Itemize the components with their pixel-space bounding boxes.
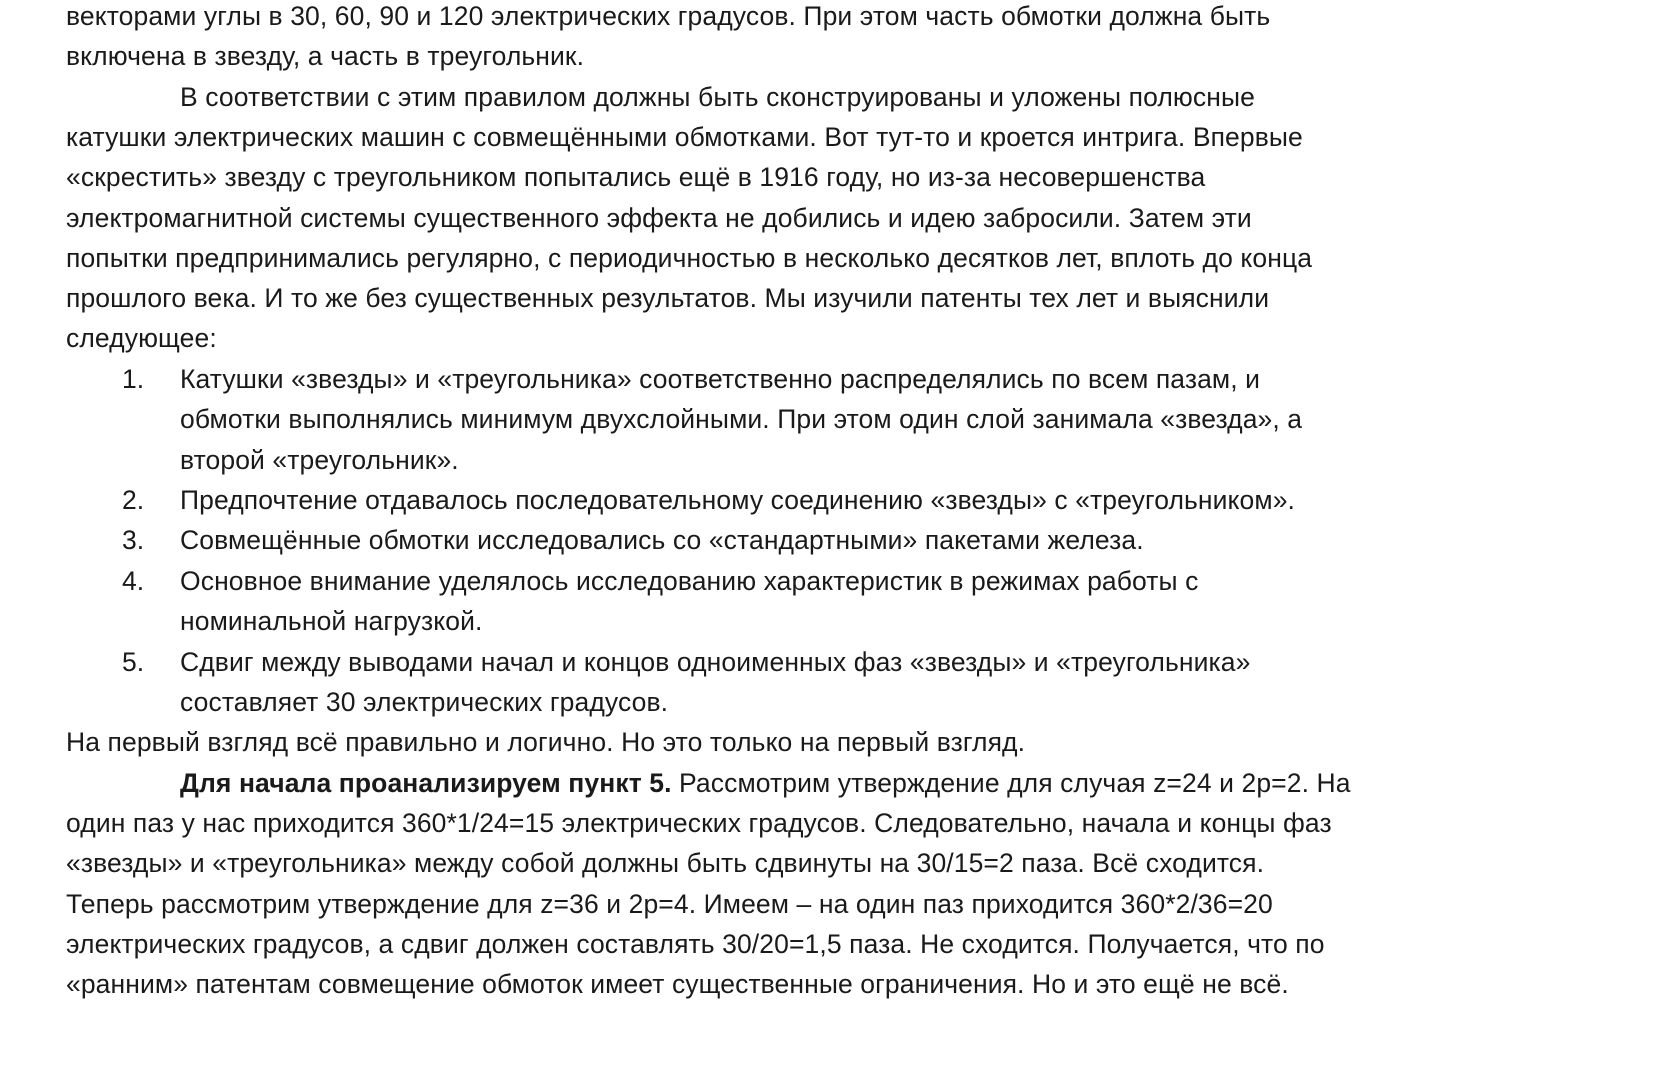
text-line: электрических градусов, а сдвиг должен составлять 30/20=1,5 паза. Не сходится. Получается, что по: [66, 929, 1325, 959]
text-line: «ранним» патентам совмещение обмоток имеет существенные ограничения. Но и это ещё не всё.: [66, 969, 1289, 999]
list-item-text: составляет 30 электрических градусов.: [180, 687, 669, 717]
bold-lead: Для начала проанализируем пункт 5.: [180, 768, 672, 798]
paragraph-first-line: [180, 763, 1351, 803]
text-line: попытки предпринимались регулярно, с периодичностью в несколько десятков лет, вплоть до конца: [66, 243, 1313, 273]
text-line: катушки электрических машин с совмещёнными обмотками. Вот тут-то и кроется интрига. Впервые: [66, 122, 1303, 152]
list-item-number: 5.: [122, 647, 145, 677]
text-line: «звезды» и «треугольника» между собой должны быть сдвинуты на 30/15=2 паза. Всё сходится.: [66, 848, 1265, 878]
list-item-text: Предпочтение отдавалось последовательному соединению «звезды» с «треугольником».: [180, 485, 1296, 515]
list-item-text: Основное внимание уделялось исследованию характеристик в режимах работы с: [180, 566, 1199, 596]
list-item-text: второй «треугольник».: [180, 445, 459, 475]
paragraph-first-line: В соответствии с этим правилом должны быть сконструированы и уложены полюсные: [180, 82, 1255, 112]
list-item-number: 3.: [122, 525, 145, 555]
list-item-text: Сдвиг между выводами начал и концов одноименных фаз «звезды» и «треугольника»: [180, 647, 1251, 677]
list-item-text: Совмещённые обмотки исследовались со «стандартными» пакетами железа.: [180, 525, 1144, 555]
list-item-text: обмотки выполнялись минимум двухслойными. При этом один слой занимала «звезда», а: [180, 404, 1303, 434]
text-line: один паз у нас приходится 360*1/24=15 электрических градусов. Следовательно, начала и концы фаз: [66, 808, 1332, 838]
text-line: векторами углы в 30, 60, 90 и 120 электрических градусов. При этом часть обмотки должна быть: [66, 1, 1271, 31]
list-item-number: 1.: [122, 364, 145, 394]
text-line: На первый взгляд всё правильно и логично. Но это только на первый взгляд.: [66, 727, 1026, 757]
list-item-text: Катушки «звезды» и «треугольника» соответственно распределялись по всем пазам, и: [180, 364, 1261, 394]
text-line: следующее:: [66, 323, 217, 353]
text-line: Теперь рассмотрим утверждение для z=36 и 2p=4. Имеем – на один паз приходится 360*2/36=20: [66, 889, 1273, 919]
text-line: «скрестить» звезду с треугольником попытались ещё в 1916 году, но из-за несовершенства: [66, 162, 1206, 192]
list-item-text: номинальной нагрузкой.: [180, 606, 483, 636]
text-line: электромагнитной системы существенного эффекта не добились и идею забросили. Затем эти: [66, 203, 1252, 233]
text-line: прошлого века. И то же без существенных результатов. Мы изучили патенты тех лет и выяснили: [66, 283, 1270, 313]
list-item-number: 2.: [122, 485, 145, 515]
list-item-number: 4.: [122, 566, 145, 596]
text-span: Рассмотрим утверждение для случая z=24 и 2p=2. На: [671, 768, 1351, 798]
text-line: включена в звезду, а часть в треугольник.: [66, 41, 585, 71]
